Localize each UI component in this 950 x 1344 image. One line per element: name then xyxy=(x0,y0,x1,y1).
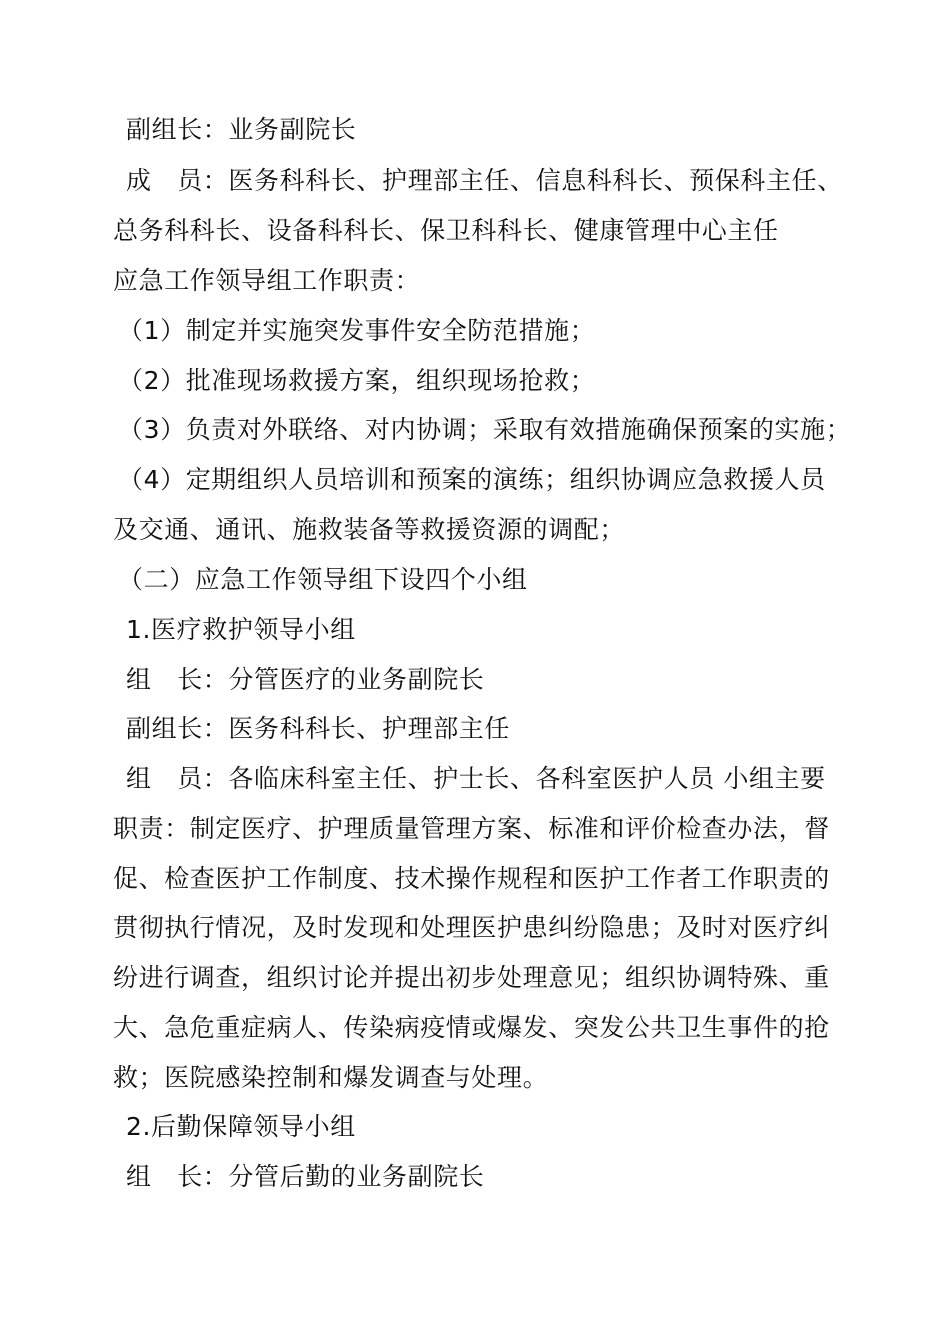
text-line: 组 员：各临床科室主任、护士长、各科室医护人员 小组主要 xyxy=(126,764,826,793)
text-line: 应急工作领导组工作职责： xyxy=(113,266,421,295)
subsection-heading-2: 2.后勤保障领导小组 xyxy=(126,1112,356,1141)
text-line: 及交通、通讯、施救装备等救援资源的调配； xyxy=(113,515,626,544)
subsection-heading-1: 1.医疗救护领导小组 xyxy=(126,615,356,644)
text-line: 副组长：业务副院长 xyxy=(126,115,357,144)
list-item-4: （4）定期组织人员培训和预案的演练；组织协调应急救援人员 xyxy=(118,465,826,494)
section-heading: （二）应急工作领导组下设四个小组 xyxy=(118,565,528,594)
text-line: 促、检查医护工作制度、技术操作规程和医护工作者工作职责的 xyxy=(113,864,830,893)
text-line: 成 员：医务科科长、护理部主任、信息科科长、预保科主任、 xyxy=(126,166,843,195)
text-line: 组 长：分管医疗的业务副院长 xyxy=(126,665,485,694)
list-item-1: （1）制定并实施突发事件安全防范措施； xyxy=(118,316,596,345)
text-line: 总务科科长、设备科科长、保卫科科长、健康管理中心主任 xyxy=(113,216,779,245)
text-line: 贯彻执行情况，及时发现和处理医护患纠纷隐患；及时对医疗纠 xyxy=(113,913,830,942)
text-line: 救；医院感染控制和爆发调查与处理。 xyxy=(113,1063,549,1092)
text-line: 大、急危重症病人、传染病疫情或爆发、突发公共卫生事件的抢 xyxy=(113,1013,830,1042)
list-item-2: （2）批准现场救援方案，组织现场抢救； xyxy=(118,366,596,395)
text-line: 纷进行调查，组织讨论并提出初步处理意见；组织协调特殊、重 xyxy=(113,963,830,992)
list-item-3: （3）负责对外联络、对内协调；采取有效措施确保预案的实施； xyxy=(118,415,852,444)
text-line: 组 长：分管后勤的业务副院长 xyxy=(126,1162,485,1191)
text-line: 职责：制定医疗、护理质量管理方案、标准和评价检查办法，督 xyxy=(113,814,830,843)
text-line: 副组长：医务科科长、护理部主任 xyxy=(126,714,511,743)
